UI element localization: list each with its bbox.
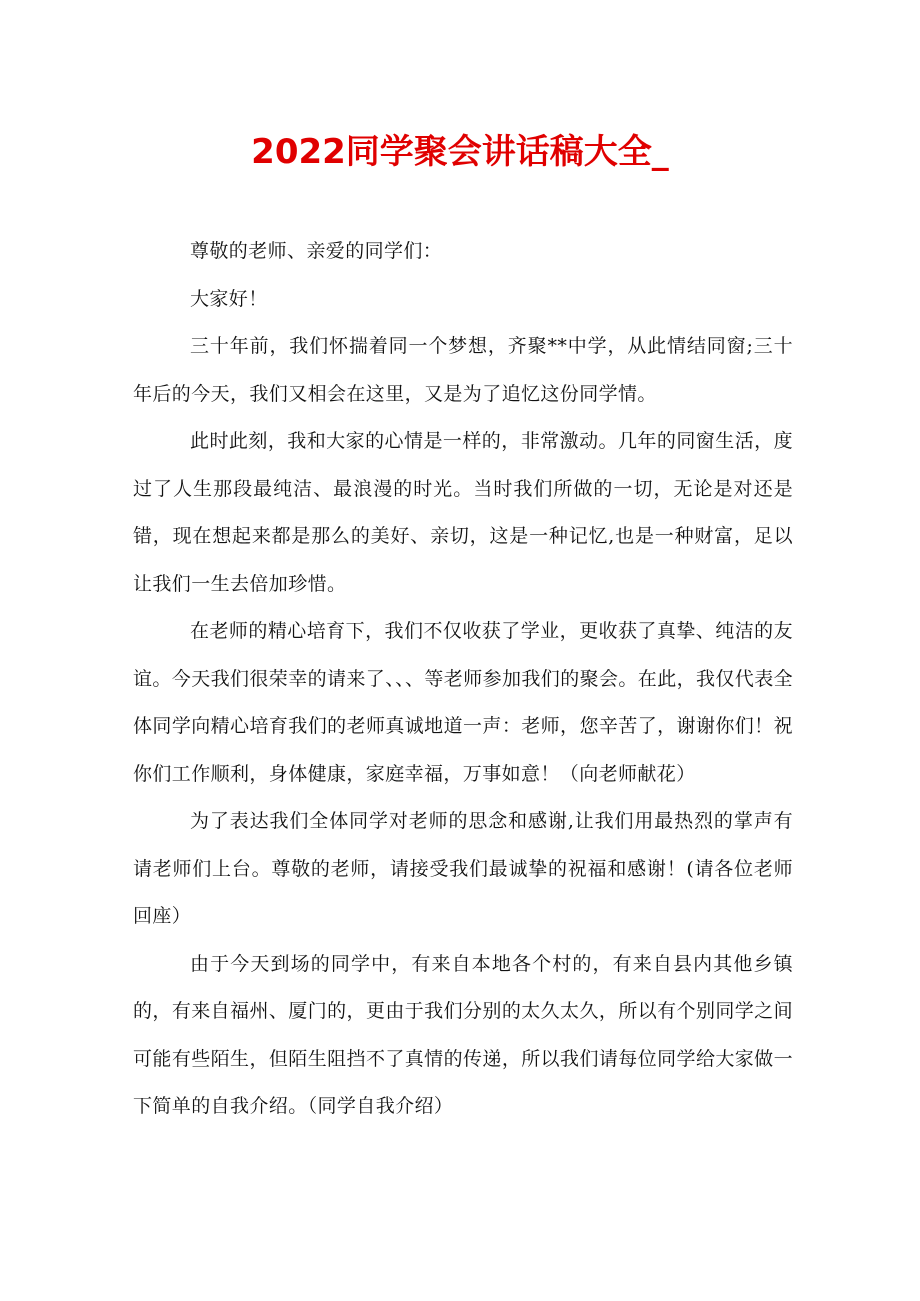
paragraph: 三十年前，我们怀揣着同一个梦想，齐聚**中学，从此情结同窗;三十年后的今天，我们又相会在这里，又是为了追忆这份同学情。 <box>133 335 793 405</box>
paragraph: 在老师的精心培育下，我们不仅收获了学业，更收获了真挚、纯洁的友谊。今天我们很荣幸的请来了、、、等老师参加我们的聚会。在此，我仅代表全体同学向精心培育我们的老师真诚地道一声：老师，您辛苦了，谢谢你们！祝你们工作顺利，身体健康，家庭幸福，万事如意！（向老师献花） <box>133 620 794 785</box>
paragraph-salutation: 尊敬的老师、亲爱的同学们： <box>190 240 443 262</box>
paragraph-greeting: 大家好！ <box>190 287 268 310</box>
paragraph: 此时此刻，我和大家的心情是一样的，非常激动。几年的同窗生活，度过了人生那段最纯洁、最浪漫的时光。当时我们所做的一切，无论是对还是错，现在想起来都是那么的美好、亲切，这是一种记忆,也是一种财富，足以让我们一生去倍加珍惜。 <box>133 430 793 595</box>
paragraph: 为了表达我们全体同学对老师的思念和感谢,让我们用最热烈的掌声有请老师们上台。尊敬的老师，请接受我们最诚挚的祝福和感谢！(请各位老师回座） <box>133 810 793 927</box>
paragraph: 由于今天到场的同学中，有来自本地各个村的，有来自县内其他乡镇的，有来自福州、厦门的，更由于我们分别的太久太久，所以有个别同学之间可能有些陌生，但陌生阻挡不了真情的传递，所以我们请每位同学给大家做一下简单的自我介绍。（同学自我介绍） <box>133 952 793 1117</box>
document-title: 2022同学聚会讲话稿大全_ <box>251 132 669 172</box>
document-body <box>133 228 793 1131</box>
